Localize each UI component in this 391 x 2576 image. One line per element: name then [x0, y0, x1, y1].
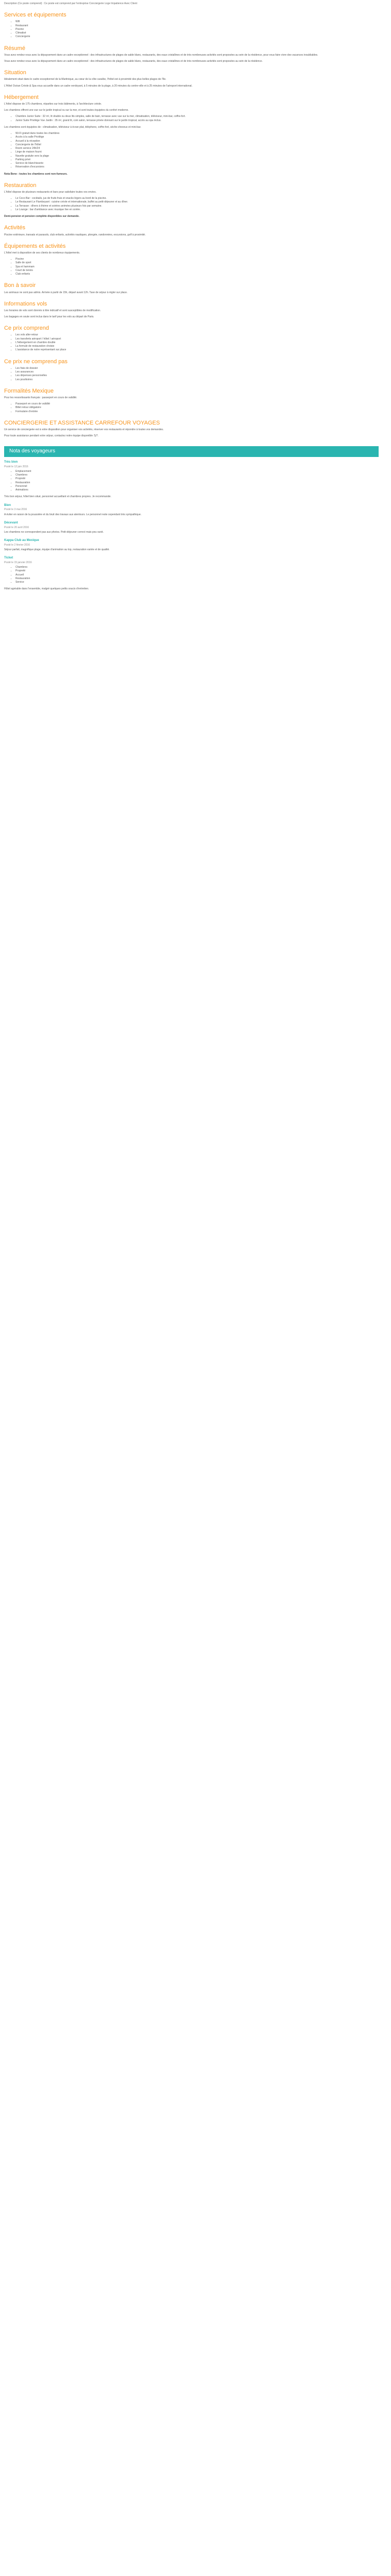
- price-excludes-title: Ce prix ne comprend pas: [4, 358, 68, 365]
- list-item: • Les transferts aéroport / hôtel / aéroport: [15, 337, 379, 341]
- review-item: [4, 521, 379, 534]
- list-item: • Club enfants: [15, 273, 379, 276]
- price-includes-section: [4, 325, 379, 381]
- price-excludes-list: [15, 367, 379, 382]
- restauration-section: [4, 182, 379, 219]
- equipements-title: Équipements et activités: [4, 243, 66, 249]
- review-meta: Posté le 20 avril 2016: [4, 526, 29, 529]
- resume-section: [4, 45, 379, 64]
- restauration-paragraph: L'hôtel dispose de plusieurs restaurants et bars pour satisfaire toutes vos envies.: [4, 190, 96, 194]
- list-item: • Accueil à la réception: [15, 140, 379, 143]
- list-item: • Propreté: [15, 477, 379, 481]
- list-item: • Restaurant: [15, 24, 379, 28]
- conciergerie-section: [4, 420, 379, 438]
- list-item: • Propreté: [15, 569, 379, 573]
- list-item: • Billet retour obligatoire: [15, 406, 379, 410]
- list-item: • Chambre Junior Suite : 32 m², lit double ou deux lits simples, salle de bain, terrasse avec vue sur la mer, climatisation, téléviseur, mini-bar, coffre-fort.: [15, 115, 379, 118]
- list-item: • Les dépenses personnelles: [15, 374, 379, 378]
- formalites-title: Formalités Mexique: [4, 387, 54, 394]
- resume-paragraph: Vous avez rendez-vous avec la dépaysement dans un cadre exceptionnel : des infrastructures de plages de sable blanc, restaurants, des eaux cristallines et de très nombreuses activités sont proposées au sein de la résidence.: [4, 59, 263, 63]
- list-item: • Conciergerie de l'hôtel: [15, 143, 379, 147]
- list-item: • Accès à la salle Privilège: [15, 135, 379, 139]
- list-item: • Formulaire d'entrée: [15, 410, 379, 414]
- list-item: • La Terrasse : dîners à thème et soirées animées plusieurs fois par semaine.: [15, 205, 379, 208]
- services-list: [15, 20, 379, 39]
- bon-a-savoir-section: [4, 282, 379, 294]
- review-meta: Posté le 12 juin 2016: [4, 465, 28, 468]
- review-item: [4, 503, 379, 517]
- restauration-note: Demi-pension et pension complète disponibles sur demande.: [4, 215, 79, 218]
- conciergerie-paragraph: Pour toute assistance pendant votre séjour, contactez notre équipe disponible 7j/7.: [4, 434, 99, 438]
- list-item: • Spa et hammam: [15, 265, 379, 269]
- price-includes-list: [15, 333, 379, 352]
- hebergement-title: Hébergement: [4, 94, 39, 100]
- infos-section: [4, 301, 379, 319]
- resume-title: Résumé: [4, 45, 25, 52]
- review-text: Hôtel agréable dans l'ensemble, malgré quelques petits soucis d'entretien.: [4, 587, 89, 591]
- restauration-title: Restauration: [4, 182, 37, 189]
- formalites-section: [4, 388, 379, 414]
- hebergement-paragraph: L'hôtel dispose de 175 chambres, réparties sur trois bâtiments, à l'architecture créole.: [4, 102, 102, 106]
- review-text: Les chambres ne correspondent pas aux photos. Petit-déjeuner correct mais peu varié.: [4, 530, 104, 534]
- equipements-paragraph: L'hôtel met à disposition de ses clients de nombreux équipements.: [4, 251, 80, 255]
- list-item: • Service de blanchisserie: [15, 162, 379, 165]
- review-title[interactable]: Très bien: [4, 460, 18, 464]
- infos-paragraph: Les bagages en soute sont inclus dans le tarif pour les vols au départ de Paris.: [4, 315, 94, 319]
- hebergement-note: Nota Bene : toutes les chambres sont non-fumeurs.: [4, 172, 68, 176]
- list-item: • Restauration: [15, 577, 379, 581]
- hebergement-paragraph: Les chambres offrent une vue sur le jardin tropical ou sur la mer, et sont toutes équipées du confort moderne.: [4, 109, 129, 112]
- bon-a-savoir-paragraph: Les animaux ne sont pas admis. Arrivée à partir de 15h, départ avant 12h. Taxe de séjour à régler sur place.: [4, 291, 128, 294]
- review-text: A éviter en raison de la poussière et du bruit des travaux aux alentours. Le personnel reste cependant très sympathique.: [4, 513, 141, 516]
- amenities-list: [15, 132, 379, 170]
- list-item: • Wifi: [15, 20, 379, 24]
- situation-paragraph: Idéalement situé dans le cadre exceptionnel de la Martinique, au cœur de la côte caraïbe, l'hôtel est à proximité des plus belles plages de l'île.: [4, 78, 167, 81]
- list-item: • Court de tennis: [15, 269, 379, 273]
- list-item: • Climatisé: [15, 31, 379, 35]
- review-item: [4, 460, 379, 499]
- list-item: • Room service 24h/24: [15, 147, 379, 150]
- list-item: • Chambres: [15, 473, 379, 477]
- list-item: • Le Lounge : bar d'ambiance avec musique live en soirée.: [15, 208, 379, 212]
- review-title[interactable]: Ticket: [4, 556, 13, 560]
- bon-a-savoir-title: Bon à savoir: [4, 282, 36, 289]
- review-title[interactable]: Kappa Club au Mexique: [4, 539, 39, 543]
- formalites-paragraph: Pour les ressortissants français : passeport en cours de validité.: [4, 396, 77, 399]
- list-item: • Restauration: [15, 481, 379, 485]
- review-item: [4, 538, 379, 552]
- list-item: • Linge de maison fourni: [15, 150, 379, 154]
- review-text: Très bon séjour, hôtel bien situé, personnel accueillant et chambres propres. Je recommande.: [4, 495, 111, 499]
- review-title[interactable]: Décevant: [4, 521, 18, 524]
- review-item: [4, 556, 379, 591]
- activites-section: [4, 225, 379, 236]
- infos-title: Informations vols: [4, 300, 47, 307]
- rooms-list: [15, 115, 379, 123]
- review-title[interactable]: Bien: [4, 503, 11, 507]
- list-item: • Service: [15, 581, 379, 584]
- list-item: • Personnel: [15, 485, 379, 488]
- hebergement-paragraph: Les chambres sont équipées de : climatisation, téléviseur à écran plat, téléphone, coffre-fort, sèche-cheveux et mini-bar.: [4, 125, 141, 129]
- list-item: • L'assistance de notre représentant sur place: [15, 348, 379, 352]
- conciergerie-title: CONCIERGERIE ET ASSISTANCE CARREFOUR VOYAGES: [4, 419, 160, 426]
- reviews-header-bar: Nota des voyageurs: [4, 446, 379, 457]
- list-item: • Parking privé: [15, 158, 379, 162]
- review-text: Séjour parfait, magnifique plage, équipe d'animation au top, restauration variée et de qualité.: [4, 548, 110, 551]
- list-item: • Le Coco Bar : cocktails, jus de fruits frais et snacks légers au bord de la piscine.: [15, 197, 379, 200]
- situation-section: [4, 70, 379, 88]
- activites-paragraph: Piscine extérieure, transats et parasols, club enfants, activités nautiques, plongée, randonnées, excursions, golf à proximité.: [4, 233, 146, 236]
- reviews-list: [4, 460, 379, 591]
- list-item: • Wi-Fi gratuit dans toutes les chambres: [15, 132, 379, 135]
- infos-paragraph: Les horaires de vols sont donnés à titre indicatif et sont susceptibles de modification.: [4, 309, 101, 312]
- review-criteria-list: [15, 566, 379, 584]
- list-item: • Piscine: [15, 28, 379, 31]
- list-item: • Le Restaurant Le Flamboyant : cuisine créole et internationale, buffet au petit-déjeuner et au dîner.: [15, 200, 379, 204]
- list-item: • Les assurances: [15, 370, 379, 374]
- review-meta: Posté le 15 janvier 2016: [4, 561, 32, 564]
- list-item: • Chambres: [15, 566, 379, 569]
- situation-paragraph: L'Hôtel Océan Créole & Spa vous accueille dans un cadre verdoyant, à 5 minutes de la plage, à 20 minutes du centre-ville et à 25 minutes de l'aéroport international.: [4, 84, 192, 88]
- list-item: • Les pourboires: [15, 378, 379, 382]
- review-meta: Posté le 2 février 2016: [4, 543, 30, 547]
- list-item: • La formule de restauration choisie: [15, 345, 379, 348]
- situation-title: Situation: [4, 70, 26, 76]
- services-title: Services et équipements: [4, 12, 67, 19]
- list-item: • Piscine: [15, 258, 379, 261]
- restauration-list: [15, 197, 379, 212]
- list-item: • Emplacement: [15, 470, 379, 473]
- list-item: • Réservation d'excursions: [15, 165, 379, 169]
- resume-paragraph: Vous avez rendez-vous avec la dépaysement dans un cadre exceptionnel : des infrastructures de plages de sable blanc, restaurants, des eaux cristallines et de très nombreuses activités sont proposées au sein de la résidence, pour vous faire vivre des vacances inoubliables.: [4, 53, 318, 57]
- list-item: • Passeport en cours de validité: [15, 402, 379, 406]
- services-section: [4, 12, 379, 39]
- list-item: • Junior Suite Privilège Vue Jardin : 35 m², grand lit, coin salon, terrasse privée donnant sur le jardin tropical, accès au spa inclus.: [15, 119, 379, 123]
- equipements-list: [15, 258, 379, 276]
- conciergerie-paragraph: Un service de conciergerie est à votre disposition pour organiser vos activités, réserver vos restaurants et répondre à toutes vos demandes.: [4, 428, 164, 431]
- intro-text: Description (Ce poste comprend) : Ce poste est comprend par l'entreprise Conciergerie Loge Impatience Avec Client: [4, 2, 137, 5]
- activites-title: Activités: [4, 225, 25, 231]
- list-item: • Les frais de dossier: [15, 367, 379, 370]
- list-item: • Les vols aller-retour: [15, 333, 379, 337]
- list-item: • Conciergerie: [15, 35, 379, 39]
- hebergement-section: [4, 94, 379, 176]
- list-item: • Salle de sport: [15, 261, 379, 265]
- review-criteria-list: [15, 470, 379, 493]
- list-item: • Animations: [15, 488, 379, 492]
- equipements-section: [4, 243, 379, 277]
- review-meta: Posté le 3 mai 2016: [4, 508, 27, 512]
- page: [0, 0, 383, 601]
- list-item: • L'hébergement en chambre double: [15, 341, 379, 345]
- formalites-list: [15, 402, 379, 414]
- list-item: • Navette gratuite vers la plage: [15, 155, 379, 158]
- price-includes-title: Ce prix comprend: [4, 325, 49, 332]
- list-item: • Accueil: [15, 573, 379, 577]
